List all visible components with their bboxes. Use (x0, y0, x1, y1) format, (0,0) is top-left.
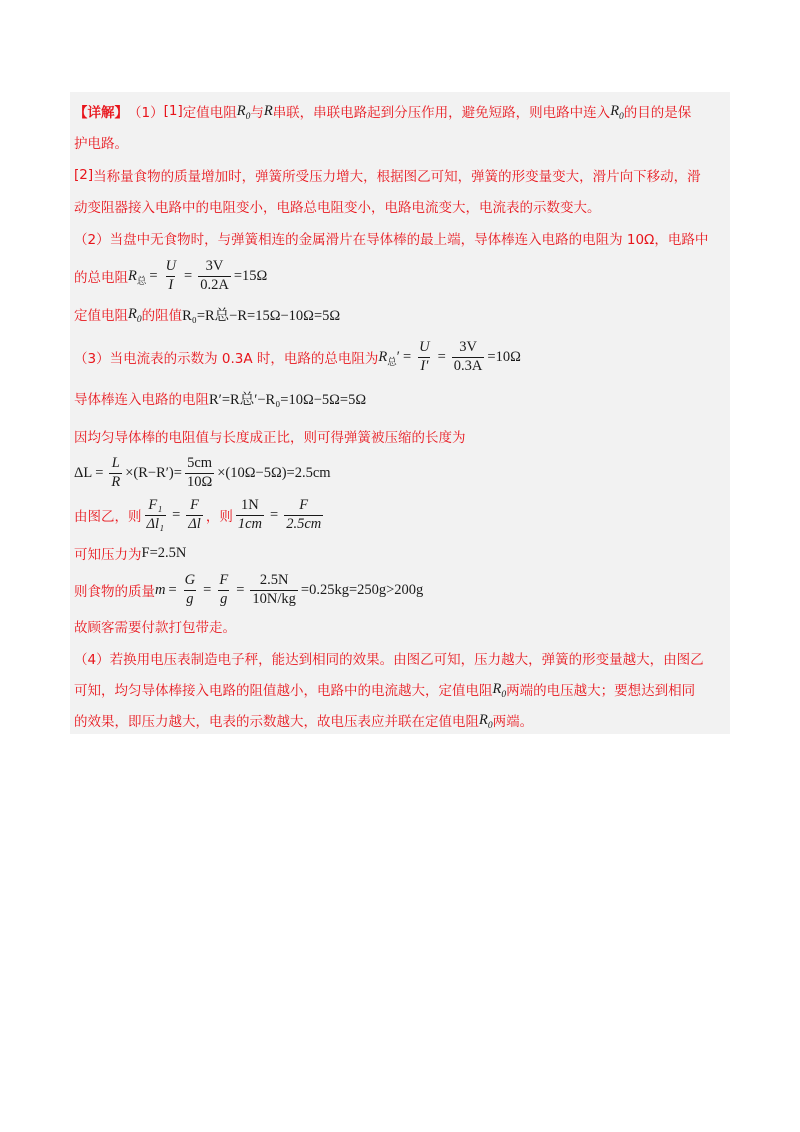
text: 的效果，即压力越大，电表的示数越大，故电压表应并联在定值电阻 (74, 714, 479, 730)
text: 串联，串联电路起到分压作用，避免短路，则电路中连入 (272, 105, 611, 121)
line-11 (74, 455, 331, 491)
line-2 (74, 128, 128, 156)
line-15 (74, 612, 236, 640)
text: 因均匀导体棒的电阻值与长度成正比，则可得弹簧被压缩的长度为 (74, 430, 466, 446)
equation-rod-resistance: R′=R总′−R₀=10Ω−5Ω=5Ω (209, 391, 367, 408)
line-17 (74, 675, 695, 703)
text: 的目的是保 (623, 105, 692, 121)
text: 定值电阻 (182, 105, 237, 121)
text: ，则 (205, 509, 233, 525)
text: 定值电阻 (74, 308, 128, 324)
part-4-number: （4） (74, 652, 110, 668)
text: 护电路。 (74, 136, 128, 152)
line-10 (74, 422, 466, 450)
text: 若换用电压表制造电子秤，能达到相同的效果。由图乙可知，压力越大，弹簧的形变量越大，由图乙 (109, 652, 704, 668)
text: 当称量食物的质量增加时，弹簧所受压力增大，根据图乙可知，弹簧的形变量变大，滑片向下移动，滑 (93, 169, 701, 185)
part-1-index: [1] (163, 103, 183, 119)
text: 则食物的质量 (74, 584, 155, 600)
line-6 (74, 258, 267, 294)
equation-delta-l: ΔL = $\frac{L}{R}$ ×(R−R′)= $\frac{5cm}{10\Omega}$ ×(10Ω−5Ω)=2.5cm (74, 455, 331, 490)
line-4 (74, 192, 601, 220)
line-8 (74, 339, 521, 375)
part-2-number: （2） (74, 232, 110, 248)
part-2-index: [2] (74, 167, 94, 183)
line-3 (74, 161, 701, 189)
line-16 (74, 644, 704, 672)
line-5 (74, 224, 708, 252)
equation-spring-ratio: $\frac{\text{F₁}}{\text{Δl₁}}$ = $\frac{F}{\Delta l}$ (146, 497, 201, 532)
text: 的阻值 (141, 308, 183, 324)
text: 动变阻器接入电路中的电阻变小，电路总电阻变小，电路电流变大，电流表的示数变大。 (74, 200, 601, 216)
text: 的总电阻 (74, 270, 128, 286)
part-1-number: （1） (128, 105, 164, 121)
line-13 (74, 539, 186, 567)
text: 由图乙，则 (74, 509, 142, 525)
line-9 (74, 384, 366, 412)
equation-total-resistance: R 总 = $\frac{U}{I}$ = $\frac{3V}{0.2A}$ =15Ω (128, 258, 268, 293)
equation-r0: R₀=R总−R=15Ω−10Ω=5Ω (182, 307, 341, 324)
line-14 (74, 572, 423, 608)
part-3-number: （3） (74, 351, 110, 367)
var-r0: $R_0$ (236, 102, 251, 122)
text: 与 (250, 105, 264, 121)
text: 两端。 (492, 714, 534, 730)
var-r: R (263, 102, 273, 119)
var-r0: $R_0$ (479, 711, 493, 731)
line-18 (74, 706, 533, 734)
var-r0: $R_0$ (492, 680, 507, 700)
text: 两端的电压越大；要想达到相同 (506, 683, 696, 699)
equation-force: F=2.5N (141, 544, 187, 561)
var-r0: $R_0$ (128, 305, 142, 325)
text: 可知压力为 (74, 547, 142, 563)
var-r0: $R_0$ (610, 102, 624, 122)
line-7 (74, 300, 340, 328)
line-1 (74, 97, 691, 125)
text: 故顾客需要付款打包带走。 (74, 620, 236, 636)
line-12 (74, 496, 326, 534)
text: 可知，均匀导体棒接入电路的阻值越小，电路中的电流越大，定值电阻 (74, 683, 493, 699)
text: 当电流表的示数为 0.3A 时，电路的总电阻为 (109, 351, 379, 367)
equation-spring-values: $\frac{1N}{1cm}$ = $\frac{F}{2.5cm}$ (237, 497, 322, 532)
equation-mass: m = $\frac{G}{g}$ = $\frac{F}{g}$ = $\frac{2.5N}{10N/kg}$ =0.25kg=250g>200g (155, 572, 424, 607)
text: 导体棒连入电路的电阻 (74, 392, 209, 408)
equation-total-resistance-2: R 总 ′ = $\frac{U}{I'}$ = $\frac{3V}{0.3A}$ =10Ω (378, 339, 521, 374)
detail-tag: 【详解】 (74, 105, 128, 121)
text: 当盘中无食物时，与弹簧相连的金属滑片在导体棒的最上端，导体棒连入电路的电阻为 10Ω，电路中 (109, 232, 709, 248)
